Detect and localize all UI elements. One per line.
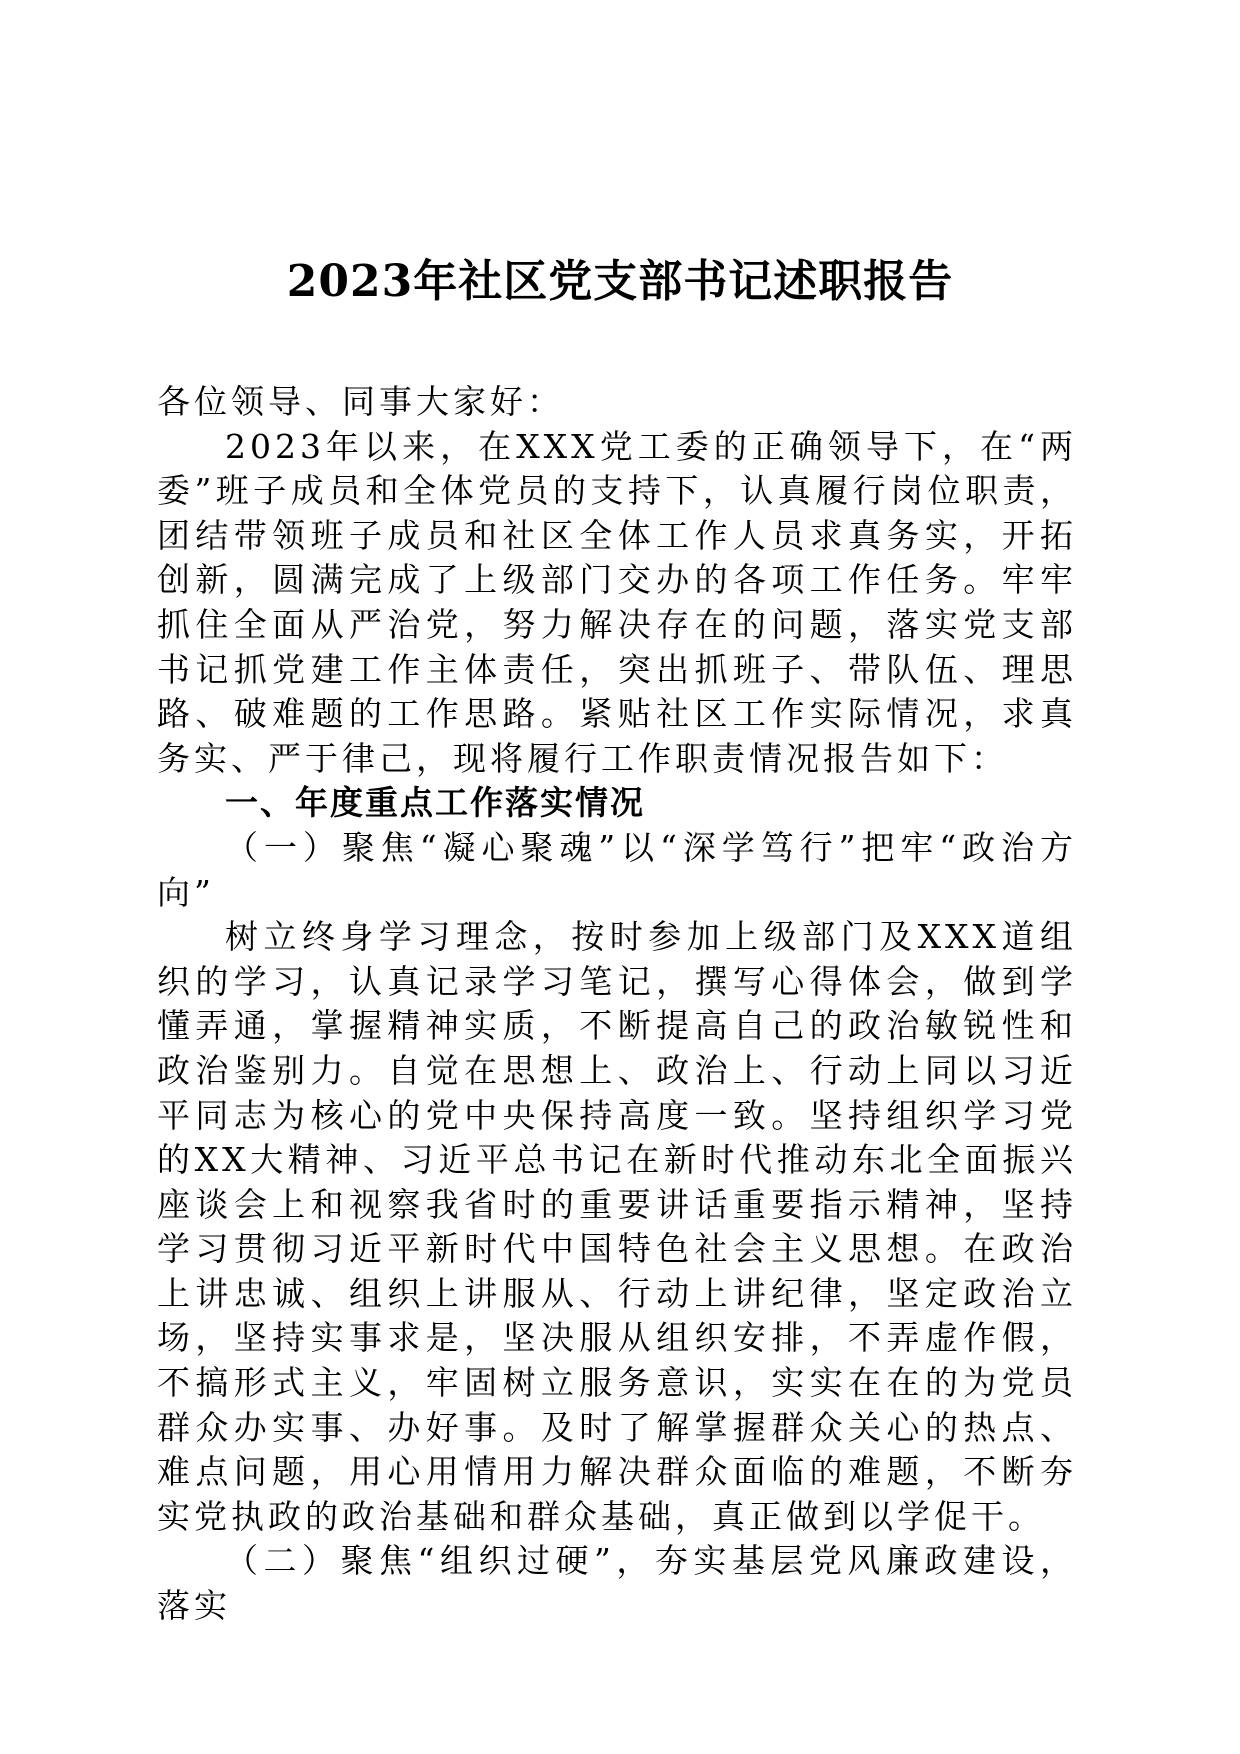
document-title: 2023年社区党支部书记述职报告 — [286, 256, 954, 307]
document-body — [157, 380, 1077, 1629]
greeting-paragraph: 各位领导、同事大家好： — [157, 382, 564, 421]
section-heading-1: 一、年度重点工作落实情况 — [225, 783, 645, 823]
subsection-body-1: 树立终身学习理念，按时参加上级部门及XXX道组织的学习，认真记录学习笔记，撰写心得体会，做到学懂弄通，掌握精神实质，不断提高自己的政治敏锐性和政治鉴别力。自觉在思想上、政治上、行动上同以习近平同志为核心的党中央保持高度一致。坚持组织学习党的XX大精神、习近平总书记在新时代推动东北全面振兴座谈会上和视察我省时的重要讲话重要指示精神，坚持学习贯彻习近平新时代中国特色社会主义思想。在政治上讲忠诚、组织上讲服从、行动上讲纪律，坚定政治立场，坚持实事求是，坚决服从组织安排，不弄虚作假，不搞形式主义，牢固树立服务意识，实实在在的为党员群众办实事、办好事。及时了解掌握群众关心的热点、难点问题，用心用情用力解决群众面临的难题，不断夯实党执政的政治基础和群众基础，真正做到以学促干。 — [157, 917, 1077, 1536]
subsection-heading-2: （二）聚焦“组织过硬”，夯实基层党风廉政建设，落实 — [157, 1541, 1077, 1626]
subsection-heading-1: （一）聚焦“凝心聚魂”以“深学笃行”把牢“政治方向” — [157, 827, 1077, 912]
intro-paragraph: 2023年以来，在XXX党工委的正确领导下，在“两委”班子成员和全体党员的支持下，认真履行岗位职责，团结带领班子成员和社区全体工作人员求真务实，开拓创新，圆满完成了上级部门交办的各项工作任务。牢牢抓住全面从严治党，努力解决存在的问题，落实党支部书记抓党建工作主体责任，突出抓班子、带队伍、理思路、破难题的工作思路。紧贴社区工作实际情况，求真务实、严于律己，现将履行工作职责情况报告如下： — [157, 426, 1077, 778]
